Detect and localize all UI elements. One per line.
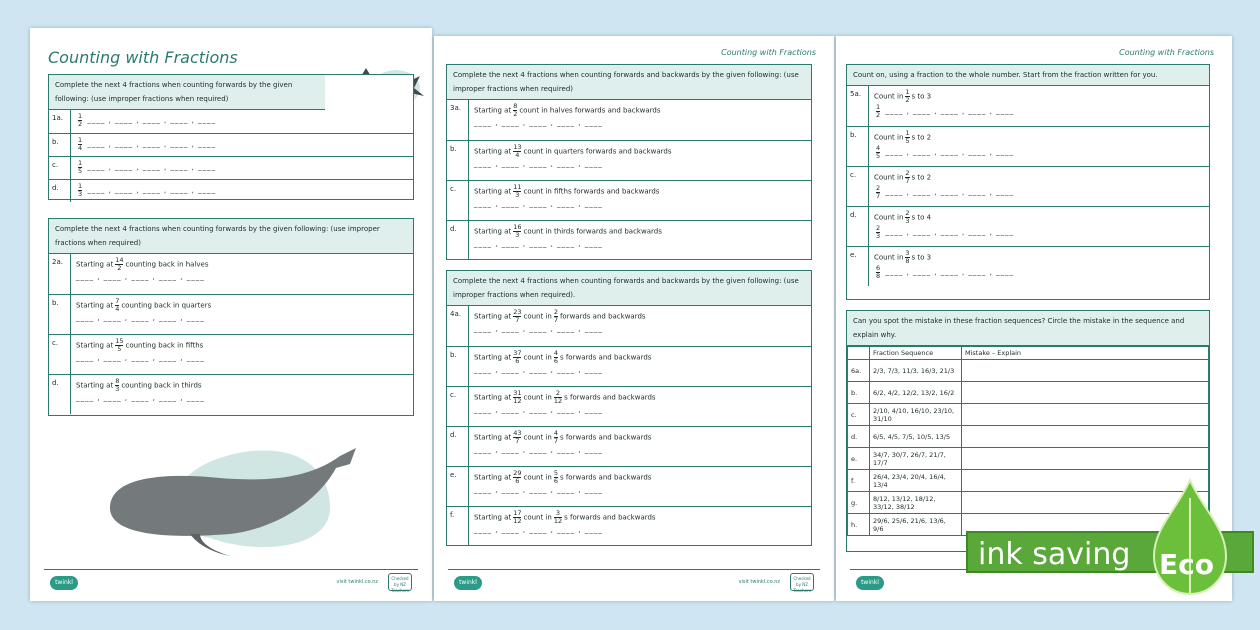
question-cell xyxy=(869,167,1209,206)
question-cell xyxy=(71,134,413,156)
row-label: e. xyxy=(848,448,870,470)
question-text: Starting at xyxy=(474,393,512,402)
twinkl-logo: twinkl xyxy=(856,576,884,590)
question-text: s to 3 xyxy=(911,92,932,101)
question-row xyxy=(447,220,811,260)
row-label: b. xyxy=(848,382,870,404)
question-text: Starting at xyxy=(474,106,512,115)
question-text: Starting at xyxy=(76,260,114,269)
question-row xyxy=(447,386,811,426)
answer-blanks[interactable]: ____ , ____ , ____ , ____ , ____ xyxy=(76,394,205,402)
table-row xyxy=(848,404,1209,426)
question-text: count in thirds forwards and backwards xyxy=(523,227,662,236)
fraction: $\frac{16}{3}$ xyxy=(513,223,522,239)
col-fraction-sequence: Fraction Sequence xyxy=(870,347,962,360)
question-cell xyxy=(71,157,413,179)
question-text: count in xyxy=(523,353,552,362)
answer-blanks[interactable]: ____ , ____ , ____ , ____ , ____ xyxy=(882,188,1015,197)
question-cell xyxy=(469,100,811,140)
question-text: Starting at xyxy=(474,147,512,156)
mistake-explain-field[interactable] xyxy=(962,426,1209,448)
answer-blanks[interactable]: ____ , ____ , ____ , ____ , ____ xyxy=(474,200,603,208)
question-label: e. xyxy=(847,247,869,286)
section1-instruction: Complete the next 4 fractions when counting forwards by the given following: (use improper fractions when required) xyxy=(49,75,325,110)
question-row xyxy=(447,140,811,180)
question-text: Count in xyxy=(874,92,904,101)
fraction: $\frac{1}{2}$ xyxy=(78,112,83,128)
question-cell xyxy=(869,127,1209,166)
question-text: s to 2 xyxy=(911,173,932,182)
question-cell xyxy=(469,387,811,426)
answer-blanks[interactable]: ____ , ____ , ____ , ____ , ____ xyxy=(474,160,603,168)
section5-box xyxy=(846,64,1210,300)
fraction: $\frac{15}{5}$ xyxy=(115,337,124,353)
question-text: Starting at xyxy=(76,341,114,350)
question-label: b. xyxy=(847,127,869,166)
question-cell xyxy=(469,507,811,546)
answer-blanks[interactable]: ____ , ____ , ____ , ____ , ____ xyxy=(76,314,205,322)
question-cell xyxy=(469,141,811,180)
fraction: $\frac{3}{12}$ xyxy=(553,509,563,525)
fraction: $\frac{4}{5}$ xyxy=(876,144,881,160)
fraction-sequence[interactable]: 26/4, 23/4, 20/4, 16/4, 13/4 xyxy=(870,470,962,492)
question-label: c. xyxy=(847,167,869,206)
question-text: s forwards and backwards xyxy=(564,393,656,402)
question-text: forwards and backwards xyxy=(559,312,646,321)
fraction: $\frac{5}{6}$ xyxy=(553,469,558,485)
table-row xyxy=(848,448,1209,470)
question-text: count in xyxy=(523,393,552,402)
row-label: h. xyxy=(848,514,870,536)
fraction: $\frac{2}{7}$ xyxy=(876,184,881,200)
question-label: 1a. xyxy=(49,110,71,133)
footer-url: visit twinkl.co.nz xyxy=(738,579,780,585)
section6-instruction: Can you spot the mistake in these fraction sequences? Circle the mistake in the sequence and explain why. xyxy=(847,311,1209,346)
question-row xyxy=(447,346,811,386)
page-footer xyxy=(448,569,820,593)
answer-blanks[interactable]: ____ , ____ , ____ , ____ , ____ xyxy=(76,273,205,281)
question-row xyxy=(447,506,811,546)
answer-blanks[interactable]: ____ , ____ , ____ , ____ , ____ xyxy=(474,325,603,333)
question-text: count in fifths forwards and backwards xyxy=(523,187,660,196)
eco-label: ink saving xyxy=(978,537,1131,572)
question-row xyxy=(847,166,1209,206)
question-text: Count in xyxy=(874,213,904,222)
question-text: Count in xyxy=(874,253,904,262)
question-row xyxy=(847,206,1209,246)
question-text: s to 2 xyxy=(911,133,932,142)
question-row xyxy=(847,86,1209,126)
question-label: 4a. xyxy=(447,306,469,346)
question-cell xyxy=(71,375,413,414)
question-label: d. xyxy=(49,180,71,202)
question-label: 3a. xyxy=(447,100,469,140)
question-text: Starting at xyxy=(474,433,512,442)
question-row xyxy=(49,110,413,133)
fraction: $\frac{2}{3}$ xyxy=(905,209,910,225)
answer-blanks[interactable]: ____ , ____ , ____ , ____ , ____ xyxy=(76,354,205,362)
question-cell xyxy=(469,181,811,220)
question-text: counting back in thirds xyxy=(121,381,202,390)
teacher-badge: Checked by NZ Teachers xyxy=(388,573,412,591)
question-label: c. xyxy=(49,335,71,374)
fraction: $\frac{37}{6}$ xyxy=(513,349,522,365)
question-text: s to 4 xyxy=(911,213,932,222)
fraction: $\frac{1}{4}$ xyxy=(78,136,83,152)
answer-blanks[interactable]: ____ , ____ , ____ , ____ , ____ xyxy=(84,140,217,149)
section3-box xyxy=(446,64,812,260)
eco-word: Eco xyxy=(1159,548,1214,581)
fraction: $\frac{1}{2}$ xyxy=(905,88,910,104)
question-row xyxy=(447,466,811,506)
page-header: Counting with Fractions xyxy=(1119,48,1214,57)
section5-instruction: Count on, using a fraction to the whole number. Start from the fraction written for you. xyxy=(847,65,1209,86)
question-cell xyxy=(469,467,811,506)
section4-box xyxy=(446,270,812,546)
question-text: Starting at xyxy=(474,227,512,236)
answer-blanks[interactable]: ____ , ____ , ____ , ____ , ____ xyxy=(84,163,217,172)
question-row xyxy=(49,294,413,334)
answer-blanks[interactable]: ____ , ____ , ____ , ____ , ____ xyxy=(474,240,603,248)
question-label: c. xyxy=(447,387,469,426)
footer-url: visit twinkl.co.nz xyxy=(336,579,378,585)
worksheet-page-2 xyxy=(434,36,834,601)
question-label: c. xyxy=(447,181,469,220)
question-label: d. xyxy=(847,207,869,246)
fraction: $\frac{2}{12}$ xyxy=(553,389,563,405)
answer-blanks[interactable]: ____ , ____ , ____ , ____ , ____ xyxy=(474,526,603,534)
question-cell xyxy=(71,335,413,374)
question-text: counting back in halves xyxy=(125,260,209,269)
row-label: f. xyxy=(848,470,870,492)
question-cell xyxy=(71,180,413,202)
section1-box xyxy=(48,74,414,200)
question-label: d. xyxy=(49,375,71,414)
fraction-sequence[interactable]: 8/12, 13/12, 18/12, 33/12, 38/12 xyxy=(870,492,962,514)
question-row xyxy=(49,374,413,414)
row-label: 6a. xyxy=(848,360,870,382)
question-row xyxy=(447,306,811,346)
page-footer xyxy=(44,569,418,593)
question-text: s forwards and backwards xyxy=(559,433,652,442)
question-text: count in xyxy=(523,473,552,482)
fraction: $\frac{1}{2}$ xyxy=(876,103,881,119)
fraction: $\frac{7}{4}$ xyxy=(115,297,120,313)
question-text: s forwards and backwards xyxy=(559,353,652,362)
row-label: c. xyxy=(848,404,870,426)
question-cell xyxy=(469,427,811,466)
fraction: $\frac{8}{2}$ xyxy=(513,102,518,118)
answer-blanks[interactable]: ____ , ____ , ____ , ____ , ____ xyxy=(474,366,603,374)
answer-blanks[interactable]: ____ , ____ , ____ , ____ , ____ xyxy=(84,186,217,195)
row-label: d. xyxy=(848,426,870,448)
fraction: $\frac{4}{6}$ xyxy=(553,349,558,365)
fraction: $\frac{4}{7}$ xyxy=(553,429,558,445)
answer-blanks[interactable]: ____ , ____ , ____ , ____ , ____ xyxy=(474,406,603,414)
question-label: f. xyxy=(447,507,469,546)
fraction-sequence[interactable]: 2/10, 4/10, 16/10, 23/10, 31/10 xyxy=(870,404,962,426)
fraction: $\frac{8}{3}$ xyxy=(115,377,120,393)
table-row xyxy=(848,426,1209,448)
answer-blanks[interactable]: ____ , ____ , ____ , ____ , ____ xyxy=(882,228,1015,237)
section4-instruction: Complete the next 4 fractions when counting forwards and backwards by the given following: (use improper fractions when required). xyxy=(447,271,811,306)
page-header: Counting with Fractions xyxy=(721,48,816,57)
question-text: s to 3 xyxy=(911,253,932,262)
answer-blanks[interactable]: ____ , ____ , ____ , ____ , ____ xyxy=(474,119,603,127)
fraction: $\frac{1}{3}$ xyxy=(78,182,83,198)
answer-blanks[interactable]: ____ , ____ , ____ , ____ , ____ xyxy=(474,486,603,494)
fraction: $\frac{29}{6}$ xyxy=(513,469,522,485)
answer-blanks[interactable]: ____ , ____ , ____ , ____ , ____ xyxy=(84,116,217,125)
question-cell xyxy=(869,247,1209,286)
question-row xyxy=(49,156,413,179)
question-row xyxy=(447,100,811,140)
answer-blanks[interactable]: ____ , ____ , ____ , ____ , ____ xyxy=(882,107,1015,116)
question-text: Starting at xyxy=(474,473,512,482)
question-text: Count in xyxy=(874,173,904,182)
fraction: $\frac{6}{8}$ xyxy=(876,264,881,280)
question-label: 5a. xyxy=(847,86,869,126)
question-text: Starting at xyxy=(474,312,512,321)
sperm-whale-illustration xyxy=(100,438,370,556)
question-label: 2a. xyxy=(49,254,71,294)
row-label: g. xyxy=(848,492,870,514)
fraction-sequence[interactable]: 29/6, 25/6, 21/6, 13/6, 9/6 xyxy=(870,514,962,536)
fraction: $\frac{3}{8}$ xyxy=(905,249,910,265)
question-text: Starting at xyxy=(76,381,114,390)
question-row xyxy=(49,254,413,294)
question-cell xyxy=(71,254,413,294)
question-text: count in xyxy=(523,312,552,321)
question-text: counting back in fifths xyxy=(125,341,204,350)
answer-blanks[interactable]: ____ , ____ , ____ , ____ , ____ xyxy=(474,446,603,454)
question-label: b. xyxy=(49,295,71,334)
question-row xyxy=(447,426,811,466)
fraction: $\frac{1}{5}$ xyxy=(905,129,910,145)
fraction: $\frac{43}{7}$ xyxy=(513,429,522,445)
question-text: count in xyxy=(523,433,552,442)
question-cell xyxy=(469,306,811,346)
question-row xyxy=(847,246,1209,286)
mistake-explain-field[interactable] xyxy=(962,448,1209,470)
question-cell xyxy=(469,347,811,386)
fraction: $\frac{2}{3}$ xyxy=(876,224,881,240)
question-text: Starting at xyxy=(474,513,512,522)
fraction-sequence[interactable]: 34/7, 30/7, 26/7, 21/7, 17/7 xyxy=(870,448,962,470)
section3-instruction: Complete the next 4 fractions when counting forwards and backwards by the given following: (use improper fractions when required) xyxy=(447,65,811,100)
answer-blanks[interactable]: ____ , ____ , ____ , ____ , ____ xyxy=(882,268,1015,277)
question-label: c. xyxy=(49,157,71,179)
question-text: Count in xyxy=(874,133,904,142)
answer-blanks[interactable]: ____ , ____ , ____ , ____ , ____ xyxy=(882,148,1015,157)
question-cell xyxy=(71,295,413,334)
question-row xyxy=(49,334,413,374)
fraction: $\frac{17}{12}$ xyxy=(513,509,522,525)
col-mistake-explain: Mistake – Explain xyxy=(962,347,1209,360)
question-row xyxy=(847,126,1209,166)
fraction: $\frac{2}{7}$ xyxy=(905,169,910,185)
question-text: Starting at xyxy=(76,301,114,310)
fraction: $\frac{2}{7}$ xyxy=(553,308,558,324)
question-label: b. xyxy=(447,141,469,180)
question-cell xyxy=(869,207,1209,246)
question-label: d. xyxy=(447,427,469,466)
mistake-explain-field[interactable] xyxy=(962,404,1209,426)
question-text: Starting at xyxy=(474,353,512,362)
question-label: b. xyxy=(49,134,71,156)
fraction: $\frac{1}{5}$ xyxy=(78,159,83,175)
section2-instruction: Complete the next 4 fractions when counting forwards by the given following: (use improper fractions when required) xyxy=(49,219,413,254)
fraction: $\frac{13}{4}$ xyxy=(513,143,522,159)
page-title: Counting with Fractions xyxy=(48,48,238,67)
table-row xyxy=(848,360,1209,382)
question-row xyxy=(49,133,413,156)
fraction-sequence[interactable]: 2/3, 7/3, 11/3, 16/3, 21/3 xyxy=(870,360,962,382)
fraction: $\frac{31}{12}$ xyxy=(513,389,522,405)
question-cell xyxy=(469,221,811,260)
question-label: d. xyxy=(447,221,469,260)
teacher-badge: Checked by NZ Teachers xyxy=(790,573,814,591)
question-text: s forwards and backwards xyxy=(564,513,656,522)
fraction: $\frac{23}{7}$ xyxy=(513,308,522,324)
twinkl-logo: twinkl xyxy=(50,576,78,590)
mistake-explain-field[interactable] xyxy=(962,382,1209,404)
question-cell xyxy=(71,110,413,133)
question-text: s forwards and backwards xyxy=(559,473,652,482)
fraction: $\frac{11}{3}$ xyxy=(513,183,522,199)
fraction-sequence[interactable]: 6/2, 4/2, 12/2, 13/2, 16/2 xyxy=(870,382,962,404)
question-text: count in quarters forwards and backwards xyxy=(523,147,672,156)
question-row xyxy=(49,179,413,202)
section2-box xyxy=(48,218,414,416)
fraction: $\frac{14}{2}$ xyxy=(115,256,124,272)
question-label: e. xyxy=(447,467,469,506)
question-text: Starting at xyxy=(474,187,512,196)
ink-saving-eco-badge xyxy=(966,478,1256,598)
question-row xyxy=(447,180,811,220)
mistake-explain-field[interactable] xyxy=(962,360,1209,382)
question-text: count in xyxy=(523,513,552,522)
question-cell xyxy=(869,86,1209,126)
question-text: counting back in quarters xyxy=(121,301,212,310)
fraction-sequence[interactable]: 6/5, 4/5, 7/5, 10/5, 13/5 xyxy=(870,426,962,448)
question-text: count in halves forwards and backwards xyxy=(519,106,661,115)
twinkl-logo: twinkl xyxy=(454,576,482,590)
table-row xyxy=(848,382,1209,404)
worksheet-page-1 xyxy=(30,28,432,601)
question-label: b. xyxy=(447,347,469,386)
